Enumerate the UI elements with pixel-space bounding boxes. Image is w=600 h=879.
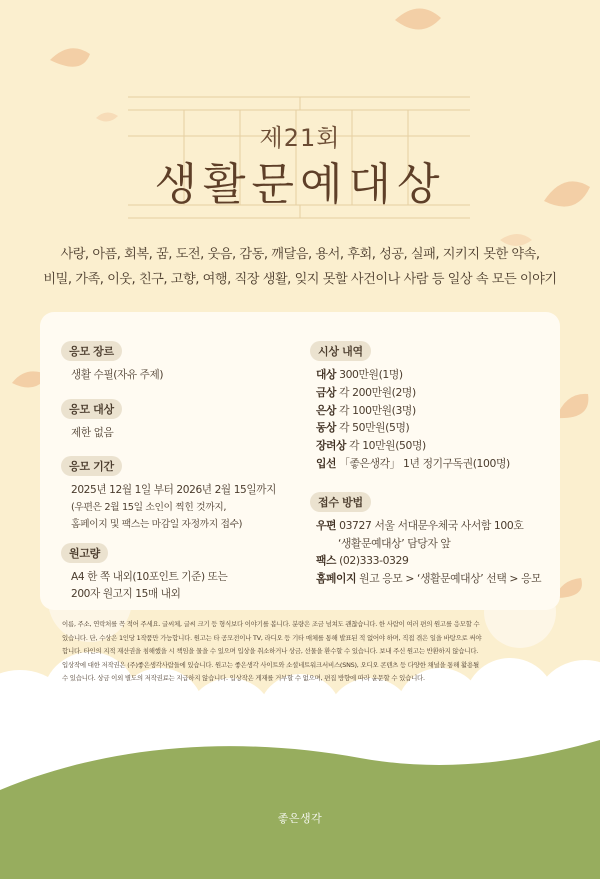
section-note: (우편은 2월 15일 소인이 찍힌 것까지, xyxy=(71,502,227,513)
section-apply xyxy=(310,491,541,587)
subtitle-line: 사랑, 아픔, 회복, 꿈, 도전, 웃음, 감동, 깨달음, 용서, 후회, 성공, 실패, 지키지 못한 약속, xyxy=(60,247,540,262)
prize-row: 동상 각 50만원(5명) xyxy=(316,421,410,435)
section-text: 2025년 12월 1일 부터 2026년 2월 15일까지 xyxy=(71,484,276,496)
fine-print-line: 있습니다. 단, 수상은 1인당 1작품만 가능합니다. 원고는 타 공모전이나 TV, 라디오 등 기타 매체를 통해 발표된 적 없어야 하며, 직접 겪은 일을 바탕으로 써야 xyxy=(62,633,482,642)
prize-row: 입선 「좋은생각」 1년 정기구독권(100명) xyxy=(316,456,510,470)
subtitle-line: 비밀, 가족, 이웃, 친구, 고향, 여행, 직장 생활, 잊지 못할 사건이나 사람 등 일상 속 모든 이야기 xyxy=(43,272,557,287)
section-label: 원고량 xyxy=(61,543,108,563)
apply-mail-recipient: ‘생활문예대상’ 담당자 앞 xyxy=(338,536,451,550)
page-title: 생활문예대상 xyxy=(154,159,446,210)
section-genre xyxy=(61,340,163,384)
fine-print-line: 입상작에 대한 저작권은 (주)좋은생각사람들에 있습니다. 원고는 좋은생각 사이트와 소셜네트워크서비스(SNS), 오디오 콘텐츠 등 다양한 채널을 통해 활용될 xyxy=(62,660,479,669)
fine-print-line: 수 있습니다. 상금 이외 별도의 저작권료는 지급하지 않습니다. 입상작은 게재를 거부할 수 없으며, 편집 방향에 따라 윤문할 수 있습니다. xyxy=(62,674,425,683)
petal-icon xyxy=(50,48,90,67)
fine-print-line: 합니다. 타인의 지적 재산권을 침해했을 시 책임을 물을 수 있으며 입상을 취소하거나 상금, 선물을 환수할 수 있습니다. 보내 주신 원고는 반환하지 않습니다. xyxy=(62,647,479,656)
section-text: A4 한 쪽 내외(10포인트 기준) 또는 xyxy=(71,571,228,583)
brand-name: 좋은생각 xyxy=(277,812,323,825)
section-label: 응모 대상 xyxy=(61,399,122,419)
apply-fax: 팩스 (02)333-0329 xyxy=(316,554,409,567)
apply-mail: 우편 03727 서울 서대문우체국 사서함 100호 xyxy=(316,519,524,532)
prize-row: 장려상 각 10만원(50명) xyxy=(316,439,426,453)
edition-label: 제21회 xyxy=(259,124,341,152)
petal-icon xyxy=(556,394,588,418)
section-length xyxy=(61,542,227,603)
section-label: 시상 내역 xyxy=(310,341,371,361)
apply-web: 홈페이지 원고 응모 > ‘생활문예대상’ 선택 > 응모 xyxy=(316,571,542,585)
section-label: 접수 방법 xyxy=(310,492,371,512)
subtitle xyxy=(30,242,570,292)
prize-row: 대상 300만원(1명) xyxy=(316,368,403,381)
section-label: 응모 장르 xyxy=(61,341,122,361)
section-prizes xyxy=(310,340,510,473)
section-target xyxy=(61,398,122,442)
prize-row: 은상 각 100만원(3명) xyxy=(316,403,416,417)
section-text: 생활 수필(자유 주제) xyxy=(71,369,164,381)
section-label: 응모 기간 xyxy=(61,456,122,476)
prize-row: 금상 각 200만원(2명) xyxy=(316,385,416,399)
petal-icon xyxy=(395,8,441,29)
fine-print-line: 이름, 주소, 연락처를 꼭 적어 주세요. 글씨체, 글씨 크기 등 형식보다 이야기를 봅니다. 분량은 조금 넘쳐도 괜찮습니다. 한 사람이 여러 편의 원고를 응모할 수 xyxy=(62,620,480,628)
section-text: 제한 없음 xyxy=(71,427,114,439)
fine-print xyxy=(62,618,548,686)
section-period xyxy=(61,455,276,533)
section-text: 200자 원고지 15매 내외 xyxy=(71,588,181,600)
section-note: 홈페이지 및 팩스는 마감일 자정까지 접수) xyxy=(71,519,243,530)
